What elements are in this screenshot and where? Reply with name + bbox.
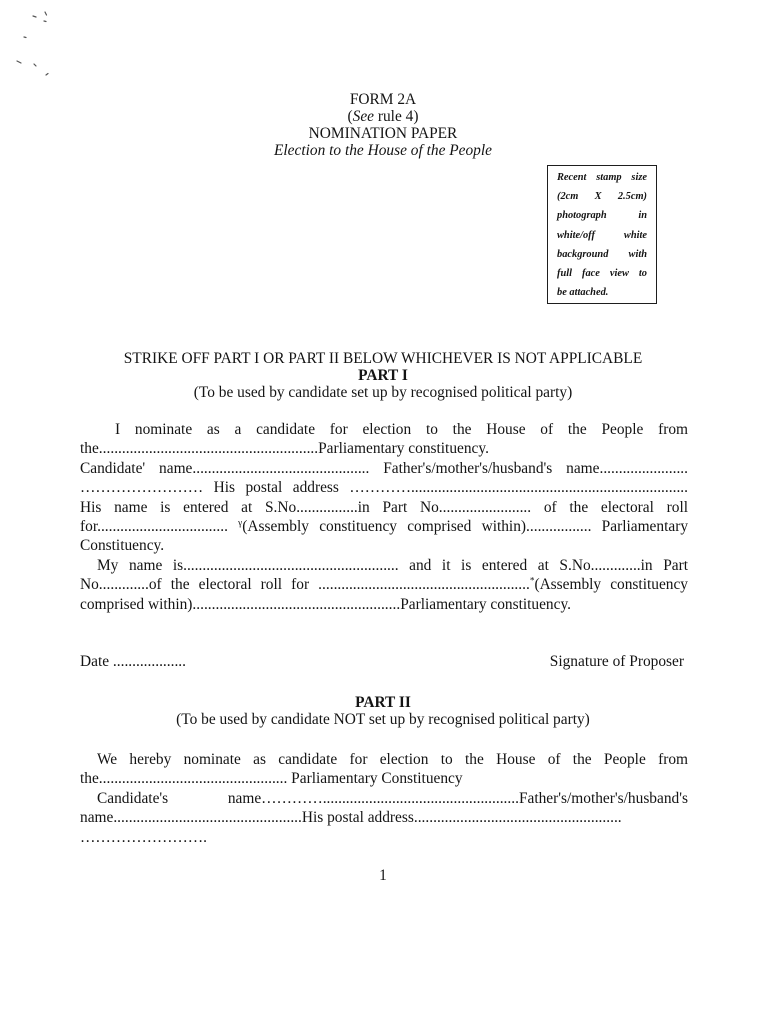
strike-off-instruction: STRIKE OFF PART I OR PART II BELOW WHICHEVER IS NOT APPLICABLE [123, 350, 643, 367]
part2-body [80, 750, 688, 847]
stamp-box-line: be attached. [557, 287, 609, 299]
signature-of-proposer: Signature of Proposer [549, 653, 684, 670]
photo-stamp-box [547, 165, 657, 304]
proposer-constituency-line: comprised within)......................................................Parliamentary constituency. [80, 595, 571, 613]
constituency-continuation-line: Constituency. [80, 537, 165, 555]
electoral-roll-entry-line: His name is entered at S.No................in Part No........................ of the electoral roll [80, 498, 688, 516]
footnote-mark: γ [238, 517, 243, 528]
proposer-roll-line [80, 575, 688, 594]
part2-address-continuation-line: ……………………. [80, 828, 207, 846]
part2-nomination-statement-line: We hereby nominate as candidate for election to the House of the People from [97, 751, 688, 768]
line-text: (Assembly constituency [534, 576, 688, 594]
part2-heading: PART II [355, 694, 411, 711]
line-text: for.................................. [80, 517, 239, 535]
scan-specks [0, 0, 60, 80]
part1-subheading: (To be used by candidate set up by recognised political party) [193, 384, 573, 401]
part2-subheading: (To be used by candidate NOT set up by recognised political party) [176, 711, 590, 728]
line-text: (Assembly constituency comprised within)................. Parliamentary [242, 517, 689, 535]
part2-postal-address-line: name.................................................His postal address...................................................... [80, 809, 622, 827]
stamp-box-line: background with [557, 248, 647, 260]
line-text: No.............of the electoral roll for ....................................................... [80, 576, 530, 594]
page-number: 1 [379, 867, 387, 884]
postal-address-line: …………………… His postal address …………........................................................................ [80, 479, 688, 497]
nomination-statement-line: I nominate as a candidate for election to the House of the People from [115, 421, 688, 438]
election-title: Election to the House of the People [274, 142, 492, 159]
form-header [0, 91, 766, 159]
rule-number: rule 4) [374, 108, 419, 125]
part2-constituency-line: the................................................. Parliamentary Constituency [80, 770, 463, 788]
stamp-box-line: full face view to [557, 267, 647, 279]
rule-see: See [352, 108, 375, 125]
rule-reference [0, 108, 766, 125]
part1-heading: PART I [358, 367, 408, 384]
stamp-box-line: Recent stamp size [557, 172, 647, 183]
assembly-constituency-line [80, 517, 688, 536]
part2-header [0, 694, 766, 728]
paper-title: NOMINATION PAPER [308, 125, 458, 142]
part1-body [80, 420, 688, 614]
form-title: FORM 2A [349, 91, 417, 108]
stamp-box-line: (2cm X 2.5cm) [557, 191, 647, 203]
footnote-mark: * [529, 575, 535, 586]
date-signature-row [80, 652, 684, 671]
part2-candidate-name-line: Candidate's name…………...................................................Father's/mother's/husband's [97, 789, 688, 807]
stamp-box-line: white/off white [557, 229, 647, 241]
proposer-name-line: My name is........................................................ and it is entered at S.No.............in Part [97, 556, 688, 574]
date-field: Date ................... [80, 653, 187, 670]
stamp-box-line: photograph in [557, 210, 647, 222]
rule-open: ( [347, 108, 353, 125]
constituency-line: the.........................................................Parliamentary constituency. [80, 440, 489, 458]
part1-header [0, 350, 766, 401]
candidate-name-line: Candidate' name.............................................. Father's/mother's/husband's name....................... [80, 459, 688, 477]
